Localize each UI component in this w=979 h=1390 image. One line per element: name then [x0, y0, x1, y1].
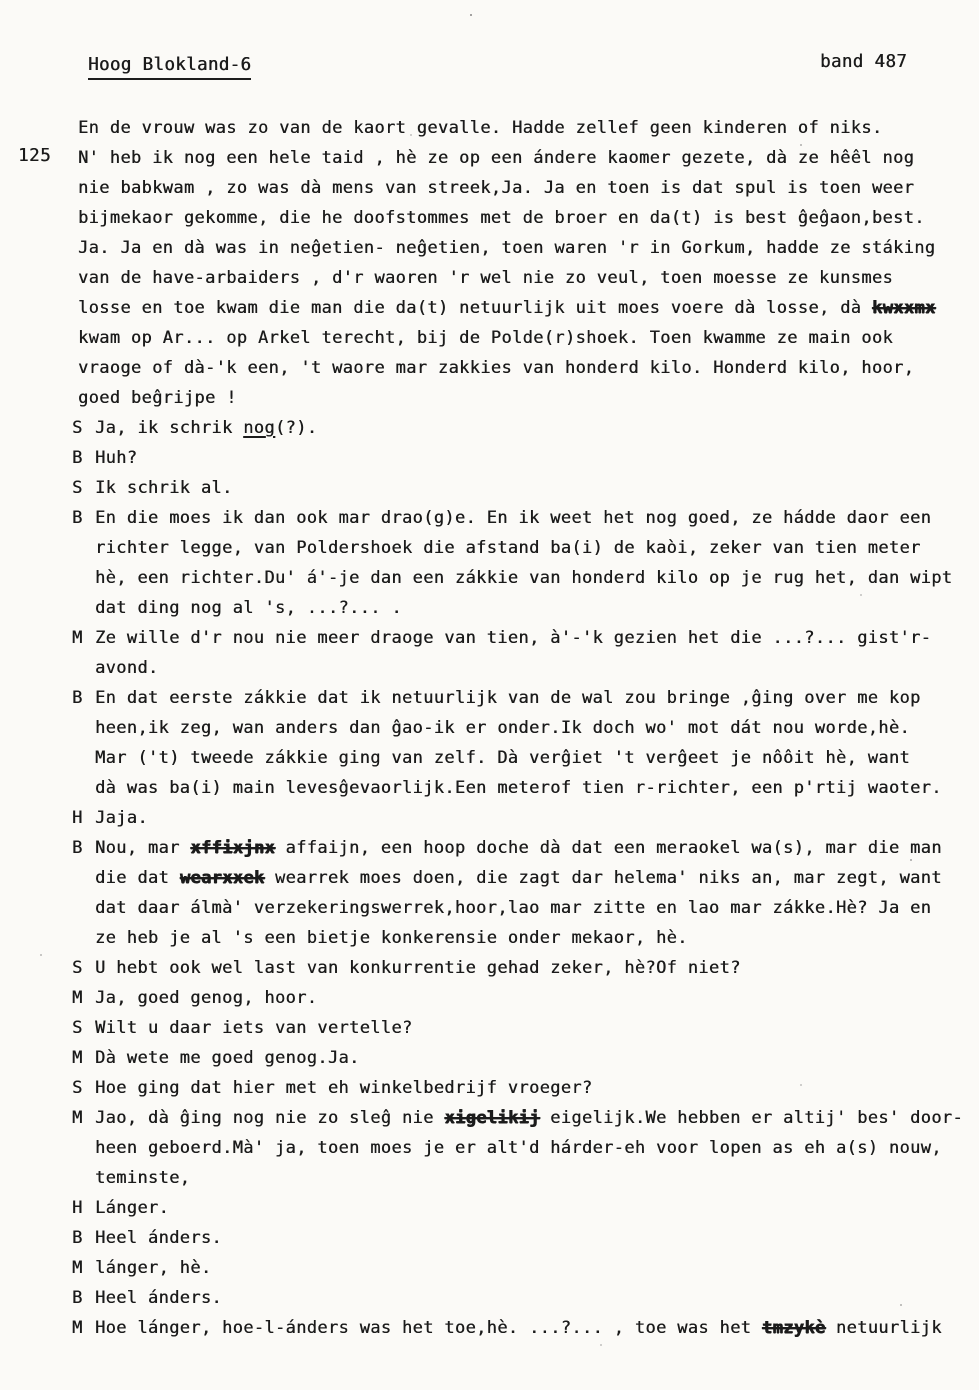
line-text: Jao, dà ĝing nog nie zo sleĝ nie xigelikij eigelijk.We hebben er altij' bes' door-: [95, 1108, 963, 1128]
transcript-line: [72, 263, 967, 293]
transcript-line: [72, 953, 967, 983]
transcript-line: [72, 623, 967, 653]
line-text: Jaja.: [95, 808, 148, 828]
transcript-line: [72, 473, 967, 503]
speaker-label: S: [72, 1018, 83, 1038]
line-text: Ja, ik schrik nog(?).: [95, 418, 318, 438]
transcript-line: [72, 1313, 967, 1343]
line-text: die dat wearxxek wearrek moes doen, die zagt dar helema' niks an, mar zegt, want: [95, 868, 942, 888]
transcript-line: [72, 353, 967, 383]
line-text: Mar ('t) tweede zákkie ging van zelf. Dà verĝiet 't verĝeet je nôôit hè, want: [95, 748, 911, 768]
transcript-body: [72, 113, 967, 1343]
line-text: lánger, hè.: [95, 1258, 212, 1278]
transcript-line: [72, 863, 967, 893]
speaker-label: [72, 923, 95, 953]
line-text: bijmekaor gekomme, die he doofstommes met de broer en da(t) is best ĝeĝaon,best.: [78, 208, 925, 228]
line-text: Hoe ging dat hier met eh winkelbedrijf vroeger?: [95, 1078, 593, 1098]
transcript-line: [72, 1193, 967, 1223]
speaker-label: [72, 743, 95, 773]
transcript-line: [72, 1223, 967, 1253]
line-text: avond.: [95, 658, 159, 678]
transcript-line: [72, 173, 967, 203]
page-header-title: Hoog Blokland-6: [88, 55, 251, 80]
speaker-label: [72, 593, 95, 623]
transcript-line: [72, 1283, 967, 1313]
line-text: Heel ánders.: [95, 1228, 223, 1248]
transcript-line: [72, 833, 967, 863]
speaker-label: B: [72, 1228, 83, 1248]
speaker-label: M: [72, 628, 83, 648]
line-text: teminste,: [95, 1168, 191, 1188]
transcript-line: [72, 113, 967, 143]
transcript-line: [72, 533, 967, 563]
speaker-label: S: [72, 958, 83, 978]
transcript-line: [72, 323, 967, 353]
speaker-label: [72, 863, 95, 893]
speaker-label: B: [72, 448, 83, 468]
transcript-line: [72, 1073, 967, 1103]
line-text: Nou, mar xffixjnx affaijn, een hoop doche dà dat een meraokel wa(s), mar die man: [95, 838, 942, 858]
speaker-label: [72, 1133, 95, 1163]
transcript-line: [72, 983, 967, 1013]
speaker-label: H: [72, 808, 83, 828]
line-text: En dat eerste zákkie dat ik netuurlijk van de wal zou bringe ,ĝing over me kop: [95, 688, 921, 708]
margin-line-number: 125: [18, 146, 52, 166]
speaker-label: B: [72, 1288, 83, 1308]
speaker-label: S: [72, 418, 83, 438]
line-text: Dà wete me goed genog.Ja.: [95, 1048, 360, 1068]
line-text: Lánger.: [95, 1198, 170, 1218]
overtyped-word: tmzykè: [761, 1318, 826, 1338]
transcript-line: [72, 503, 967, 533]
line-text: Ja, goed genog, hoor.: [95, 988, 318, 1008]
transcript-line: [72, 1163, 967, 1193]
line-text: Heel ánders.: [95, 1288, 223, 1308]
transcript-line: [72, 1133, 967, 1163]
speaker-label: [72, 563, 95, 593]
transcript-line: [72, 923, 967, 953]
transcript-line: [72, 893, 967, 923]
transcript-line: [72, 293, 967, 323]
line-text: kwam op Ar... op Arkel terecht, bij de Polde(r)shoek. Toen kwamme ze main ook: [78, 328, 894, 348]
line-text: Ik schrik al.: [95, 478, 233, 498]
transcript-line: [72, 1103, 967, 1133]
speaker-label: B: [72, 688, 83, 708]
line-text: U hebt ook wel last van konkurrentie gehad zeker, hè?Of niet?: [95, 958, 741, 978]
line-text: N' heb ik nog een hele taid , hè ze op een ándere kaomer gezete, dà ze hêêl nog: [78, 148, 915, 168]
speaker-label: [72, 893, 95, 923]
line-text: ze heb je al 's een bietje konkerensie onder mekaor, hè.: [95, 928, 688, 948]
speaker-label: M: [72, 1318, 83, 1338]
transcript-line: [72, 1253, 967, 1283]
line-text: Wilt u daar iets van vertelle?: [95, 1018, 413, 1038]
line-text: Ja. Ja en dà was in neĝetien- neĝetien, toen waren 'r in Gorkum, hadde ze stáking: [78, 238, 936, 258]
speaker-label: B: [72, 838, 83, 858]
line-text: van de have-arbaiders , d'r waoren 'r wel nie zo veul, toen moesse ze kunsmes: [78, 268, 894, 288]
speaker-label: M: [72, 988, 83, 1008]
transcript-line: [72, 203, 967, 233]
speaker-label: S: [72, 478, 83, 498]
speaker-label: [72, 1163, 95, 1193]
line-text: goed beĝrijpe !: [78, 388, 237, 408]
line-text: nie babkwam , zo was dà mens van streek,Ja. Ja en toen is dat spul is toen weer: [78, 178, 915, 198]
transcript-line: [72, 413, 967, 443]
transcript-line: [72, 773, 967, 803]
line-text: heen,ik zeg, wan anders dan ĝao-ik er onder.Ik doch wo' mot dát nou worde,hè.: [95, 718, 911, 738]
line-text: hè, een richter.Du' á'-je dan een zákkie van honderd kilo op je rug het, dan wipt: [95, 568, 953, 588]
speaker-label: S: [72, 1078, 83, 1098]
overtyped-word: kwxxmx: [871, 298, 936, 318]
transcript-line: [72, 803, 967, 833]
speaker-label: [72, 533, 95, 563]
transcript-line: [72, 593, 967, 623]
overtyped-word: wearxxek: [179, 868, 265, 888]
line-text: dat daar álmà' verzekeringswerrek,hoor,lao mar zitte en lao mar zákke.Hè? Ja en: [95, 898, 932, 918]
transcript-line: [72, 653, 967, 683]
transcript-line: [72, 743, 967, 773]
line-text: Ze wille d'r nou nie meer draoge van tien, à'-'k gezien het die ...?... gist'r-: [95, 628, 932, 648]
line-text: Hoe lánger, hoe-l-ánders was het toe,hè. ...?... , toe was het tmzykè netuurlijk: [95, 1318, 942, 1338]
speaker-label: M: [72, 1108, 83, 1128]
line-text: Huh?: [95, 448, 138, 468]
line-text: heen geboerd.Mà' ja, toen moes je er alt'd hárder-eh voor lopen as eh a(s) nouw,: [95, 1138, 942, 1158]
transcript-line: [72, 1043, 967, 1073]
overtyped-word: xffixjnx: [190, 838, 275, 858]
transcript-line: [72, 713, 967, 743]
overtyped-word: xigelikij: [444, 1108, 540, 1128]
speaker-label: [72, 653, 95, 683]
line-text: losse en toe kwam die man die da(t) netuurlijk uit moes voere dà losse, dà kwxxmx: [78, 298, 936, 318]
transcript-line: [72, 563, 967, 593]
transcript-line: [72, 443, 967, 473]
underlined-word: nog: [243, 418, 275, 438]
transcript-line: [72, 143, 967, 173]
speaker-label: M: [72, 1048, 83, 1068]
line-text: dat ding nog al 's, ...?... .: [95, 598, 402, 618]
line-text: vraoge of dà-'k een, 't waore mar zakkies van honderd kilo. Honderd kilo, hoor,: [78, 358, 915, 378]
line-text: En de vrouw was zo van de kaort gevalle. Hadde zellef geen kinderen of niks.: [78, 118, 883, 138]
transcript-line: [72, 1013, 967, 1043]
transcript-line: [72, 383, 967, 413]
line-text: richter legge, van Poldershoek die afstand ba(i) de kaòi, zeker van tien meter: [95, 538, 921, 558]
speaker-label: M: [72, 1258, 83, 1278]
speaker-label: B: [72, 508, 83, 528]
transcript-line: [72, 683, 967, 713]
page-header-band-number: band 487: [820, 52, 908, 72]
speaker-label: [72, 773, 95, 803]
line-text: En die moes ik dan ook mar drao(g)e. En ik weet het nog goed, ze hádde daor een: [95, 508, 932, 528]
line-text: dà was ba(i) main levesĝevaorlijk.Een meterof tien r-richter, een p'rtij waoter.: [95, 778, 942, 798]
speaker-label: [72, 713, 95, 743]
speaker-label: H: [72, 1198, 83, 1218]
transcript-line: [72, 233, 967, 263]
